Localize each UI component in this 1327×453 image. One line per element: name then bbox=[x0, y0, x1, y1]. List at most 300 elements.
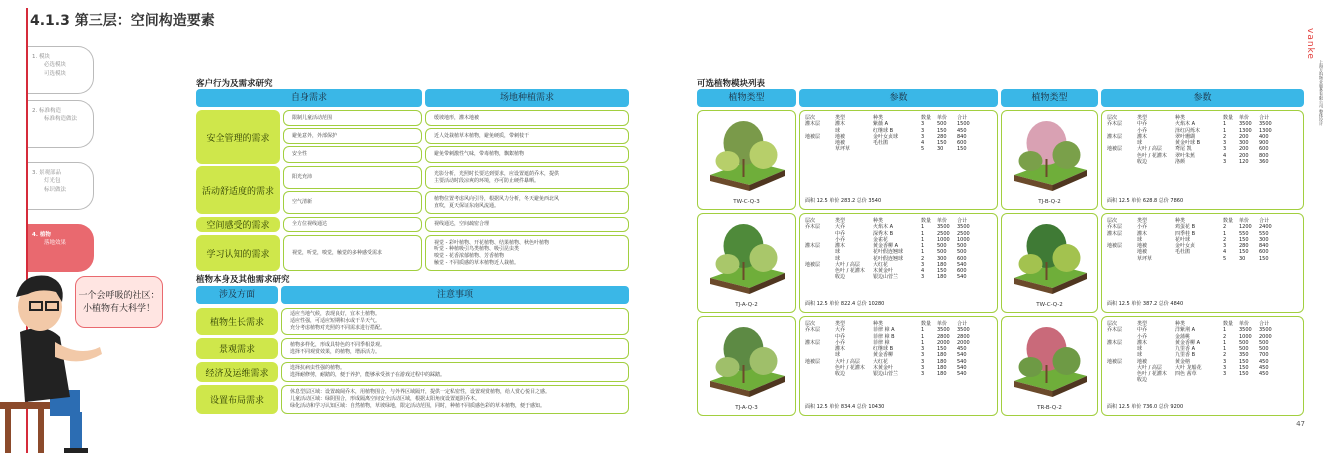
plant-params-header-cell: 层次 bbox=[805, 115, 816, 121]
plant-params-cell: 150 bbox=[957, 146, 967, 153]
plant-params-cell: 1200 bbox=[1239, 224, 1252, 231]
plant-module-code: TW-C-Q-3 bbox=[733, 199, 760, 205]
plant-params-cell: 色叶 / 花灌木 bbox=[1137, 371, 1167, 377]
plant-params-header-cell: 层次 bbox=[1107, 218, 1118, 224]
plant-params-cell: 菲律 樟 B bbox=[873, 333, 895, 340]
plant-params-cell: 600 bbox=[957, 140, 967, 146]
plant-module-image-card bbox=[1001, 316, 1098, 416]
plant-params-header-cell: 数量 bbox=[1223, 218, 1234, 224]
plant-params-cell: 草坪草 bbox=[835, 146, 851, 153]
plant-params-cell: 200 bbox=[1239, 152, 1249, 159]
item-text: 休息型层区域：设置疏阔乔木，用植物围合，与外界区域隔开，提供一定私密性，设置观赏植物，给人赏心悦目之感。 儿童活动区域：绿阴围合，形成隔离空间安全活动区域，根据太阳角度设置遮阴乔木。 绿化活动和学习认知区域：自然植物，草坡绿地，限定活动范围，同时，种植不同质感色彩的草本植物，便于感知。 bbox=[281, 385, 629, 414]
plant-params-cell: 大叶 龙船花 bbox=[1175, 364, 1202, 371]
plant-module-params-card bbox=[1101, 213, 1304, 313]
plant-params-cell: 色叶 / 花灌木 bbox=[1137, 152, 1167, 159]
sidebar-tab-title: 3. 景观部品 bbox=[32, 170, 61, 176]
plant-params-table bbox=[803, 321, 975, 377]
need-cell: 阳光充沛 bbox=[283, 166, 422, 189]
plant-params-cell: 500 bbox=[1239, 346, 1249, 352]
plant-params-header-cell: 种类 bbox=[873, 321, 884, 327]
plant-params-cell: 3 bbox=[1223, 364, 1227, 371]
plant-module-render bbox=[1004, 321, 1097, 399]
plant-params-cell: 大叶 / 高层 bbox=[1137, 146, 1162, 153]
plant-params-cell: 120 bbox=[1239, 158, 1249, 165]
plant-params-cell: 灌木层 bbox=[1107, 339, 1123, 346]
plant-params-cell: 500 bbox=[937, 243, 947, 249]
plant-params-cell: 中乔 bbox=[835, 230, 846, 237]
plant-params-cell: 大乔 bbox=[835, 224, 846, 231]
need-cell: 安全性 bbox=[283, 146, 422, 163]
group-label-learning: 学习认知的需求 bbox=[196, 235, 280, 271]
plant-params-cell: 小乔 bbox=[1137, 127, 1148, 134]
plant-params-cell: 3 bbox=[921, 133, 925, 140]
plant-params-cell: 1500 bbox=[957, 121, 970, 128]
plant-params-cell: 200 bbox=[1239, 133, 1249, 140]
plant-params-cell: 2500 bbox=[957, 230, 970, 237]
plant-params-header-cell: 类型 bbox=[1137, 218, 1148, 224]
plant-params-cell: 1300 bbox=[1239, 127, 1252, 134]
item-label-growth: 植物生长需求 bbox=[196, 308, 278, 335]
plant-params-cell: 2 bbox=[1223, 333, 1227, 340]
plant-params-cell: 地被 bbox=[835, 133, 846, 140]
plant-params-cell: 大红花 bbox=[873, 358, 889, 365]
plant-params-header-cell: 单价 bbox=[937, 115, 948, 121]
plant-params-header-cell: 种类 bbox=[1175, 218, 1186, 224]
plant-params-cell bbox=[1221, 377, 1237, 383]
plant-params-cell bbox=[803, 274, 833, 280]
plant-params-row bbox=[803, 274, 975, 280]
plant-params-cell: 中乔 bbox=[835, 333, 846, 340]
plant-params-cell: 黄金香柳 bbox=[873, 352, 894, 359]
plant-params-cell: 毛杜鹃 bbox=[1175, 249, 1191, 256]
site-cell: 植物位置考虑风向引导，根据风力分析，冬天避免西北风 直吹，夏天保证东南风流通。 bbox=[425, 191, 629, 214]
plant-params-cell: 500 bbox=[957, 249, 967, 256]
plant-params-cell: 大叶 / 高层 bbox=[835, 261, 860, 268]
plant-module-cost-summary: 面积 12.5 单价 834.4 总价 10430 bbox=[805, 404, 885, 410]
plant-params-cell: 180 bbox=[937, 261, 947, 268]
column-header-notes: 注意事项 bbox=[281, 286, 629, 304]
plant-params-cell: 地被 bbox=[835, 140, 846, 146]
plant-params-cell: 1000 bbox=[937, 236, 950, 243]
sidebar-tab-title: 2. 标准构造 bbox=[32, 108, 61, 114]
plant-params-cell: 3 bbox=[921, 352, 925, 359]
plant-module-image-card bbox=[697, 316, 796, 416]
plant-params-cell: 500 bbox=[1239, 339, 1249, 346]
plant-params-cell: 中乔 bbox=[1137, 121, 1148, 128]
plant-params-cell: 木黄金叶 bbox=[873, 364, 894, 371]
need-cell: 避免意外，外部保护 bbox=[283, 128, 422, 144]
plant-params-cell: 150 bbox=[1239, 364, 1249, 371]
plant-params-cell: 菲律 樟 bbox=[873, 339, 890, 346]
plant-params-cell: 840 bbox=[957, 133, 967, 140]
plant-params-cell: 1300 bbox=[1259, 127, 1272, 134]
group-label-space: 空间感受的需求 bbox=[196, 217, 280, 232]
plant-params-cell: 500 bbox=[937, 121, 947, 128]
plant-params-cell: 150 bbox=[1259, 255, 1269, 262]
plant-params-cell: 黄金香柳 A bbox=[873, 243, 899, 249]
plant-params-cell: 3 bbox=[1223, 158, 1227, 165]
plant-params-cell: 1 bbox=[1223, 121, 1227, 128]
item-text: 植物多样化，形成具特色的不同季相景观。 选择不同观赏效果，的植物，增添活力。 bbox=[281, 338, 629, 359]
sidebar-tab-line: 必选模块 bbox=[44, 62, 67, 69]
plant-params-cell: 四色 茜草 bbox=[1175, 371, 1197, 377]
plant-params-cell: 四季桂 B bbox=[1175, 230, 1196, 237]
need-cell: 空气清新 bbox=[283, 191, 422, 214]
plant-params-cell: 1 bbox=[921, 327, 925, 334]
plant-params-cell: 1 bbox=[1223, 327, 1227, 334]
item-text: 适应当地气候，表现良好，宜本土植物。 适应性强，可适应短期积水或干旱天气。 充分考虑植物对光照的不同需求进行搭配。 bbox=[281, 308, 629, 335]
plant-params-cell: 2 bbox=[1223, 224, 1227, 231]
plant-params-cell: 1 bbox=[1223, 230, 1227, 237]
plant-params-cell: 2000 bbox=[957, 339, 970, 346]
plant-params-cell: 花叶假连翘球 bbox=[873, 255, 904, 262]
plant-module-code: TJ-A-Q-3 bbox=[735, 405, 758, 411]
need-cell: 限制儿童活动范围 bbox=[283, 110, 422, 126]
plant-params-cell: 5 bbox=[921, 146, 925, 153]
plant-params-cell: 550 bbox=[1239, 230, 1249, 237]
plant-params-cell: 小乔 bbox=[835, 236, 846, 243]
plant-params-cell bbox=[871, 146, 919, 152]
plant-params-cell: 500 bbox=[957, 243, 967, 249]
plant-params-cell: 180 bbox=[937, 352, 947, 359]
plant-params-table bbox=[1105, 218, 1277, 262]
site-cell: 近人处栽植草本植物，避免硬质，带刺枝干 bbox=[425, 128, 629, 144]
plant-params-cell: 4 bbox=[921, 140, 925, 146]
plant-params-header-cell: 合计 bbox=[1259, 218, 1270, 224]
plant-params-cell: 金叶女贞球 bbox=[873, 133, 899, 140]
plant-params-cell: 地被层 bbox=[805, 261, 821, 268]
plant-params-header-cell: 数量 bbox=[921, 321, 932, 327]
plant-module-image-card bbox=[1001, 110, 1098, 210]
plant-params-cell: 3 bbox=[1223, 371, 1227, 377]
plant-module-cost-summary: 面积 12.5 单价 387.2 总价 4840 bbox=[1107, 301, 1184, 307]
plant-params-header-cell: 类型 bbox=[1137, 115, 1148, 121]
sidebar-tab-standard-construction[interactable] bbox=[28, 100, 94, 148]
plant-params-header-cell: 数量 bbox=[921, 115, 932, 121]
plant-module-render bbox=[700, 115, 795, 193]
plant-params-cell: 小乔 bbox=[1137, 333, 1148, 340]
plant-params-cell: 地被层 bbox=[1107, 358, 1123, 365]
plant-params-cell: 球 bbox=[835, 255, 841, 262]
plant-params-cell: 紫薇 A bbox=[873, 121, 889, 128]
plant-params-cell: 灌木 bbox=[835, 243, 846, 249]
plant-params-cell: 540 bbox=[957, 358, 967, 365]
site-cell: 视线通达，空间疏密合理 bbox=[425, 217, 629, 232]
plant-params-header-cell: 数量 bbox=[921, 218, 932, 224]
plant-params-cell bbox=[1105, 159, 1135, 165]
plant-params-cell: 3500 bbox=[1239, 121, 1252, 128]
plant-module-cost-summary: 面积 12.5 单价 736.0 总价 9200 bbox=[1107, 404, 1184, 410]
plant-params-cell: 泽红闪烁木 bbox=[1175, 127, 1201, 134]
plant-params-cell: 九里香 B bbox=[1175, 352, 1196, 359]
plant-params-cell: 600 bbox=[957, 255, 967, 262]
plant-params-cell: 大叶 / 高层 bbox=[1137, 364, 1162, 371]
plant-params-cell: 30 bbox=[1239, 255, 1246, 262]
plant-params-cell: 600 bbox=[1259, 249, 1269, 256]
plant-params-cell: 600 bbox=[957, 268, 967, 274]
plant-params-header-cell: 合计 bbox=[1259, 321, 1270, 327]
plant-module-params-card bbox=[799, 213, 998, 313]
plant-params-cell: 2800 bbox=[937, 333, 950, 340]
plant-params-cell: 4 bbox=[921, 268, 925, 274]
plant-params-cell: 金蒲桃 bbox=[1175, 333, 1191, 340]
brand-subtitle: 上海万科物业服务有限公司 整体设计 bbox=[1319, 60, 1324, 126]
plant-params-cell: 乔木层 bbox=[1107, 224, 1123, 231]
plant-params-cell bbox=[1257, 377, 1277, 383]
plant-params-cell: 300 bbox=[1259, 236, 1269, 243]
plant-params-cell: 色叶 / 花灌木 bbox=[835, 268, 865, 274]
plant-params-cell bbox=[1173, 377, 1221, 383]
plant-params-cell: 900 bbox=[1259, 140, 1269, 146]
plant-params-header-cell: 层次 bbox=[805, 218, 816, 224]
plant-params-cell: 180 bbox=[937, 371, 947, 377]
plant-params-cell: 球 bbox=[1137, 236, 1143, 243]
plant-params-cell: 乔木层 bbox=[805, 327, 821, 334]
plant-params-cell: 150 bbox=[1239, 249, 1249, 256]
plant-params-cell: 金叶女贞 bbox=[1175, 243, 1196, 249]
plant-params-cell: 1000 bbox=[957, 236, 970, 243]
plant-params-cell: 3500 bbox=[957, 224, 970, 231]
plant-module-params-card bbox=[1101, 316, 1304, 416]
plant-params-cell: 30 bbox=[937, 146, 944, 153]
plant-params-cell bbox=[1105, 377, 1135, 383]
plant-params-cell: 乔木层 bbox=[1107, 121, 1123, 128]
plant-params-header-cell: 单价 bbox=[1239, 321, 1250, 327]
sidebar-tab-title: 4. 植物 bbox=[32, 232, 51, 238]
plant-params-cell: 小乔 bbox=[835, 339, 846, 346]
plant-params-header-cell: 类型 bbox=[835, 115, 846, 121]
plant-params-cell: 1 bbox=[921, 230, 925, 237]
plant-params-cell: 球 bbox=[1137, 352, 1143, 359]
plant-params-cell: 黄金榕 bbox=[1175, 358, 1191, 365]
plant-params-cell: 小乔 bbox=[1137, 224, 1148, 231]
plant-module-image-card bbox=[1001, 213, 1098, 313]
plant-params-row bbox=[1105, 159, 1277, 165]
plant-params-header-cell: 种类 bbox=[1175, 115, 1186, 121]
sidebar-tab-line: 落地效果 bbox=[44, 240, 67, 247]
plant-params-cell bbox=[1173, 256, 1221, 262]
plant-params-cell: 150 bbox=[1239, 371, 1249, 377]
plant-module-cost-summary: 面积 12.5 单价 283.2 总价 3540 bbox=[805, 198, 882, 204]
plant-params-cell: 球 bbox=[835, 249, 841, 256]
plant-params-cell: 450 bbox=[1259, 358, 1269, 365]
plant-params-cell: 2 bbox=[1223, 352, 1227, 359]
plant-params-cell: 1 bbox=[921, 236, 925, 243]
plant-params-header-cell: 层次 bbox=[805, 321, 816, 327]
plant-params-cell: 450 bbox=[1259, 364, 1269, 371]
column-header-plant-type: 植物类型 bbox=[697, 89, 796, 107]
plant-params-cell: 540 bbox=[957, 364, 967, 371]
plant-module-code: TR-B-Q-2 bbox=[1037, 405, 1062, 411]
plant-module-params-card bbox=[799, 316, 998, 416]
plant-params-cell: 灌木层 bbox=[805, 339, 821, 346]
plant-params-cell: 鸢尾 凯 bbox=[1175, 146, 1192, 153]
plant-params-cell: 地被层 bbox=[805, 358, 821, 365]
plant-params-cell: 红继球 B bbox=[873, 346, 894, 352]
plant-params-cell: 灌木层 bbox=[1107, 133, 1123, 140]
site-cell: 光影分析，光照时长要达到要求，应设置遮荫乔木，提供 主要活动时段凉爽的环境，亦可防止硬件暴晒。 bbox=[425, 166, 629, 189]
speech-line-1: 一个会呼吸的社区： bbox=[78, 291, 160, 301]
plant-params-cell: 500 bbox=[937, 249, 947, 256]
plant-params-cell: 中乔 bbox=[1137, 327, 1148, 334]
plant-params-cell bbox=[803, 146, 833, 152]
plant-params-cell: 收边 bbox=[835, 274, 846, 281]
plant-params-cell: 500 bbox=[1259, 339, 1269, 346]
plant-params-cell: 3 bbox=[1223, 146, 1227, 153]
plant-params-cell: 深秀木 B bbox=[873, 230, 894, 237]
plant-params-cell: 黄金香柳 A bbox=[1175, 339, 1201, 346]
plant-module-code: TJ-A-Q-2 bbox=[735, 302, 758, 308]
plant-params-cell: 840 bbox=[1259, 243, 1269, 249]
plant-params-cell: 地被 bbox=[1137, 249, 1148, 256]
plant-params-cell: 2000 bbox=[937, 339, 950, 346]
plant-params-cell: 黄金叶球 B bbox=[1175, 140, 1201, 146]
plant-params-header-cell: 类型 bbox=[835, 218, 846, 224]
plant-params-header-cell: 单价 bbox=[937, 218, 948, 224]
plant-params-header-cell: 数量 bbox=[1223, 115, 1234, 121]
page-title: 4.1.3 第三层：空间构造要素 bbox=[30, 13, 215, 29]
plant-params-cell: 540 bbox=[957, 352, 967, 359]
plant-params-cell: 3500 bbox=[1239, 327, 1252, 334]
plant-module-render bbox=[700, 218, 795, 296]
plant-params-cell: 280 bbox=[937, 133, 947, 140]
column-header-params-2: 参数 bbox=[1101, 89, 1304, 107]
plant-module-cost-summary: 面积 12.5 单价 628.8 总价 7860 bbox=[1107, 198, 1184, 204]
need-cell: 全方位视线通达 bbox=[283, 217, 422, 232]
plant-params-header-cell: 数量 bbox=[1223, 321, 1234, 327]
plant-params-header-cell: 合计 bbox=[1259, 115, 1270, 121]
plant-params-cell: 3 bbox=[921, 364, 925, 371]
plant-module-render bbox=[1004, 115, 1097, 193]
plant-params-cell: 3500 bbox=[1259, 121, 1272, 128]
plant-params-cell: 乔木层 bbox=[805, 224, 821, 231]
speech-line-2: 小植物有大科学！ bbox=[82, 304, 155, 315]
plant-params-cell: 2500 bbox=[937, 230, 950, 237]
sidebar-tab-landscape-parts[interactable] bbox=[28, 162, 94, 210]
plant-module-image-card bbox=[697, 110, 796, 210]
plant-params-cell: 灌木 bbox=[835, 121, 846, 128]
plant-params-cell: 3 bbox=[1223, 140, 1227, 146]
page-number: 47 bbox=[1296, 420, 1305, 428]
column-header-params: 参数 bbox=[799, 89, 998, 107]
plant-params-cell: 红继球 B bbox=[873, 127, 894, 134]
plant-params-table bbox=[1105, 321, 1277, 384]
speech-bubble bbox=[75, 276, 163, 328]
plant-params-cell: 地被层 bbox=[1107, 243, 1123, 249]
plant-params-cell: 180 bbox=[937, 274, 947, 281]
plant-params-cell: 1 bbox=[1223, 346, 1227, 352]
plant-params-header-cell: 层次 bbox=[1107, 321, 1118, 327]
plant-params-cell: 150 bbox=[937, 140, 947, 146]
plant-params-cell: 金雀花 bbox=[873, 236, 889, 243]
plant-params-cell: 色叶 / 花灌木 bbox=[835, 364, 865, 371]
plant-params-cell bbox=[1105, 256, 1135, 262]
plant-params-cell: 3 bbox=[1223, 243, 1227, 249]
plant-module-code: TW-C-Q-2 bbox=[1036, 302, 1063, 308]
plant-params-cell: 540 bbox=[957, 371, 967, 377]
plant-params-cell: 150 bbox=[937, 346, 947, 352]
plant-params-cell: 2 bbox=[921, 255, 925, 262]
plant-params-cell: 1 bbox=[1223, 339, 1227, 346]
plant-params-header-cell: 单价 bbox=[937, 321, 948, 327]
plant-params-cell: 1000 bbox=[1239, 333, 1252, 340]
plant-module-code: TJ-B-Q-2 bbox=[1038, 199, 1061, 205]
plant-params-cell: 灌木 bbox=[1137, 339, 1148, 346]
plant-params-cell: 木黄金叶 bbox=[873, 268, 894, 274]
plant-module-params-card bbox=[1101, 110, 1304, 210]
plant-params-cell: 球 bbox=[1137, 346, 1143, 352]
plant-params-cell: 收边 bbox=[835, 371, 846, 377]
plant-params-cell: 灌木层 bbox=[805, 121, 821, 128]
plant-params-cell: 大乔 bbox=[835, 327, 846, 334]
plant-params-cell: 3 bbox=[921, 121, 925, 128]
plant-module-render bbox=[700, 321, 795, 399]
plant-params-cell: 2 bbox=[1223, 133, 1227, 140]
plant-params-cell: 鸡蛋花 B bbox=[1175, 224, 1196, 231]
plant-params-cell: 180 bbox=[937, 364, 947, 371]
brand-logo: vanke bbox=[1305, 28, 1315, 60]
plant-params-cell: 180 bbox=[937, 358, 947, 365]
plant-params-cell: 地被 bbox=[1137, 358, 1148, 365]
site-cell: 避免带刺激性气味，带毒植物，飘絮植物 bbox=[425, 146, 629, 163]
sidebar-tab-line: 标识做法 bbox=[44, 186, 67, 193]
plant-params-cell: 翠叶朱蕉 bbox=[1175, 152, 1196, 159]
plant-params-header-cell: 种类 bbox=[873, 218, 884, 224]
plant-params-cell: 银边山菅兰 bbox=[873, 371, 899, 377]
plant-params-header-cell: 单价 bbox=[1239, 218, 1250, 224]
sidebar-tab-title: 1. 模块 bbox=[32, 54, 50, 60]
plant-params-cell: 150 bbox=[1239, 236, 1249, 243]
plant-module-render bbox=[1004, 218, 1097, 296]
plant-params-table bbox=[803, 115, 975, 153]
plant-params-cell: 540 bbox=[957, 261, 967, 268]
sidebar-tab-modules[interactable] bbox=[28, 46, 94, 94]
plant-params-cell: 600 bbox=[1259, 146, 1269, 153]
column-header-aspect: 涉及方面 bbox=[196, 286, 278, 304]
plant-params-cell: 乔木层 bbox=[1107, 327, 1123, 334]
plant-params-cell: 200 bbox=[1239, 146, 1249, 153]
plant-params-cell: 火焰木 A bbox=[873, 224, 894, 231]
plant-params-cell: 3 bbox=[921, 274, 925, 281]
plant-params-cell: 450 bbox=[1259, 371, 1269, 377]
plant-params-cell: 灌木 bbox=[835, 346, 846, 352]
plant-params-cell: 花叶假连翘球 bbox=[873, 249, 904, 256]
plant-params-row bbox=[1105, 256, 1277, 262]
sidebar-tab-line: 灯光包 bbox=[44, 178, 61, 185]
section-title-plant-needs: 植物本身及其他需求研究 bbox=[196, 275, 290, 285]
plant-params-header-cell: 种类 bbox=[873, 115, 884, 121]
plant-params-header-cell: 类型 bbox=[1137, 321, 1148, 327]
plant-params-header-cell: 种类 bbox=[1175, 321, 1186, 327]
plant-params-cell: 收边 bbox=[1137, 377, 1148, 384]
group-label-comfort: 活动舒适度的需求 bbox=[196, 166, 280, 214]
plant-params-cell: 450 bbox=[957, 127, 967, 134]
plant-params-cell: 1 bbox=[1223, 127, 1227, 134]
plant-params-header-cell: 合计 bbox=[957, 321, 968, 327]
plant-params-cell: 3 bbox=[921, 127, 925, 134]
plant-params-cell: 灌木 bbox=[1137, 133, 1148, 140]
plant-params-cell: 大红花 bbox=[873, 261, 889, 268]
plant-params-cell: 球 bbox=[835, 127, 841, 134]
plant-params-cell: 300 bbox=[1239, 140, 1249, 146]
plant-params-cell: 大叶 / 高层 bbox=[835, 358, 860, 365]
plant-params-cell: 球 bbox=[1137, 140, 1143, 146]
plant-params-header-cell: 层次 bbox=[1107, 115, 1118, 121]
plant-params-cell: 银边山菅兰 bbox=[873, 274, 899, 281]
plant-params-cell: 火焰木 A bbox=[1175, 121, 1196, 128]
plant-params-header-cell: 合计 bbox=[957, 218, 968, 224]
plant-params-cell: 700 bbox=[1259, 352, 1269, 359]
